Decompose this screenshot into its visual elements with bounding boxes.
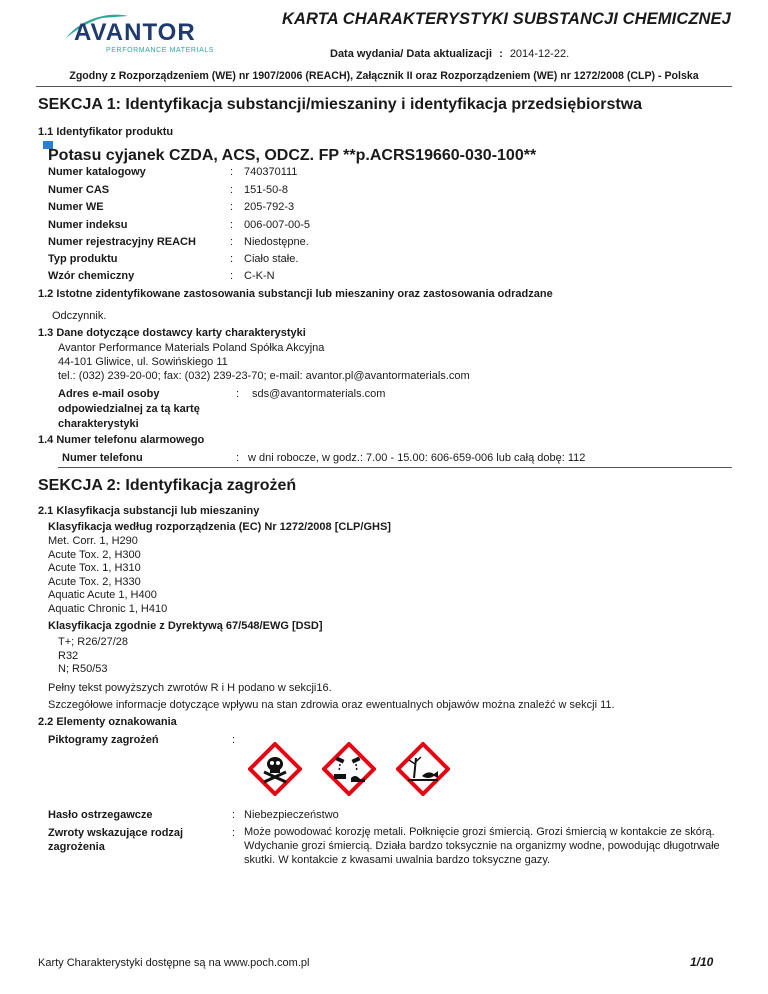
identified-use: Odczynnik. xyxy=(52,310,107,322)
issue-date-row xyxy=(330,48,569,60)
dsd-item: R32 xyxy=(58,649,79,662)
signal-word-label: Hasło ostrzegawcze xyxy=(48,809,153,821)
field-label: Numer rejestracyjny REACH xyxy=(48,236,196,248)
issue-date-label: Data wydania/ Data aktualizacji xyxy=(330,48,493,60)
clp-item: Aquatic Acute 1, H400 xyxy=(48,589,157,601)
section-1-title: SEKCJA 1: Identyfikacja substancji/mieszaniny i identyfikacja przedsiębiorstwa xyxy=(38,96,643,113)
field-colon: : xyxy=(230,166,234,178)
field-label: Typ produktu xyxy=(48,253,118,265)
field-value: C-K-N xyxy=(244,270,275,282)
field-value: 151-50-8 xyxy=(244,184,289,196)
pictogram-colon: : xyxy=(232,734,236,746)
pictogram-label: Piktogramy zagrożeń xyxy=(48,734,159,746)
hazard-label-line2: zagrożenia xyxy=(48,841,105,853)
dsd-heading: Klasyfikacja zgodnie z Dyrektywą 67/548/EWG [DSD] xyxy=(48,620,323,632)
field-colon: : xyxy=(230,253,234,265)
hazard-statement-line: Wdychanie grozi śmiercią. Działa bardzo toksycznie na organizmy wodne, powodując długotrwałe xyxy=(244,840,720,852)
phone-value: w dni robocze, w godz.: 7.00 - 15.00: 606-659-006 lub całą dobę: 112 xyxy=(248,452,586,464)
document-title: KARTA CHARAKTERYSTYKI SUBSTANCJI CHEMICZNEJ xyxy=(282,10,731,28)
email-colon: : xyxy=(236,388,240,400)
hazard-statement-line: skutki. W kontakcie z kwasami uwalnia bardzo toksyczne gazy. xyxy=(244,854,551,866)
clp-item: Acute Tox. 2, H300 xyxy=(48,548,141,561)
compliance-statement: Zgodny z Rozporządzeniem (WE) nr 1907/2006 (REACH), Załącznik II oraz Rozporządzeniem (WE) nr 1272/2008 (CLP) - Polska xyxy=(69,70,699,82)
field-value: 006-007-00-5 xyxy=(244,219,311,231)
dsd-item: N; R50/53 xyxy=(58,663,108,675)
field-label: Numer WE xyxy=(48,201,104,213)
avantor-logo xyxy=(58,6,258,58)
issue-date-colon: : xyxy=(499,48,503,60)
page-number: 1/10 xyxy=(690,955,714,969)
field-label: Numer CAS xyxy=(48,184,110,196)
health-details-note: Szczegółowe informacje dotyczące wpływu na stan zdrowia oraz ewentualnych objawów można znaleźć w sekcji 11. xyxy=(48,699,615,711)
signal-word-value: Niebezpieczeństwo xyxy=(244,809,339,821)
field-label: Wzór chemiczny xyxy=(48,270,135,282)
dsd-item: T+; R26/27/28 xyxy=(58,636,129,648)
dsd-list xyxy=(58,636,128,677)
hazard-label-line1: Zwroty wskazujące rodzaj xyxy=(48,827,184,839)
section-2-title: SEKCJA 2: Identyfikacja zagrożeń xyxy=(38,477,297,494)
field-value: 205-792-3 xyxy=(244,201,295,213)
product-name: Potasu cyjanek CZDA, ACS, ODCZ. FP **p.ACRS19660-030-100** xyxy=(48,147,537,164)
clp-list xyxy=(48,535,167,616)
email-label-line1: Adres e-mail osoby xyxy=(58,388,160,400)
logo-wordmark: AVANTOR xyxy=(74,19,196,46)
clp-item: Acute Tox. 2, H330 xyxy=(48,575,141,588)
field-colon: : xyxy=(230,236,234,248)
subsection-2-2: 2.2 Elementy oznakowania xyxy=(38,716,177,728)
issue-date-value: 2014-12-22. xyxy=(509,48,570,60)
subsection-1-2: 1.2 Istotne zidentyfikowane zastosowania substancji lub mieszaniny oraz zastosowania odradzane xyxy=(38,288,553,300)
subsection-1-3: 1.3 Dane dotyczące dostawcy karty charakterystyki xyxy=(38,327,306,339)
field-colon: : xyxy=(230,270,234,282)
hazard-colon: : xyxy=(232,827,236,839)
clp-heading: Klasyfikacja według rozporządzenia (EC) Nr 1272/2008 [CLP/GHS] xyxy=(48,521,391,533)
header-divider xyxy=(36,86,732,87)
logo-subtitle: PERFORMANCE MATERIALS xyxy=(106,47,215,54)
subsection-2-1: 2.1 Klasyfikacja substancji lub mieszaniny xyxy=(38,505,260,517)
footer-website-note: Karty Charakterystyki dostępne są na www.poch.com.pl xyxy=(38,957,310,969)
field-value: Niedostępne. xyxy=(244,236,309,248)
clp-item: Aquatic Chronic 1, H410 xyxy=(48,602,168,615)
section-1-divider xyxy=(58,467,732,468)
field-label: Numer indeksu xyxy=(48,219,128,231)
field-colon: : xyxy=(230,201,234,213)
subsection-1-1: 1.1 Identyfikator produktu xyxy=(38,126,174,138)
hazard-statement-line: Może powodować korozję metali. Połknięcie grozi śmiercią. Grozi śmiercią w kontakcie ze skórą. xyxy=(244,826,715,838)
field-value: Ciało stałe. xyxy=(244,253,299,265)
full-text-note: Pełny tekst powyższych zwrotów R i H podano w sekcji16. xyxy=(48,682,332,694)
field-label: Numer katalogowy xyxy=(48,166,146,178)
clp-item: Acute Tox. 1, H310 xyxy=(48,562,141,574)
field-value: 740370111 xyxy=(244,166,298,178)
phone-colon: : xyxy=(236,452,240,464)
email-value[interactable]: sds@avantormaterials.com xyxy=(252,388,386,400)
field-colon: : xyxy=(230,184,234,196)
supplier-address: 44-101 Gliwice, ul. Sowińskiego 11 xyxy=(58,356,228,368)
supplier-contact: tel.: (032) 239-20-00; fax: (032) 239-23-70; e-mail: avantor.pl@avantormaterials.com xyxy=(58,370,470,382)
signal-word-colon: : xyxy=(232,809,236,821)
phone-label: Numer telefonu xyxy=(62,452,143,464)
environment-icon xyxy=(396,742,450,796)
clp-item: Met. Corr. 1, H290 xyxy=(48,535,138,547)
skull-crossbones-icon xyxy=(248,742,302,796)
email-label-line2: odpowiedzialnej za tą kartę xyxy=(58,403,200,415)
subsection-1-4: 1.4 Numer telefonu alarmowego xyxy=(38,434,205,446)
field-colon: : xyxy=(230,219,234,231)
supplier-name: Avantor Performance Materials Poland Spółka Akcyjna xyxy=(58,342,325,354)
corrosion-icon xyxy=(322,742,376,796)
email-label-line3: charakterystyki xyxy=(58,418,139,430)
